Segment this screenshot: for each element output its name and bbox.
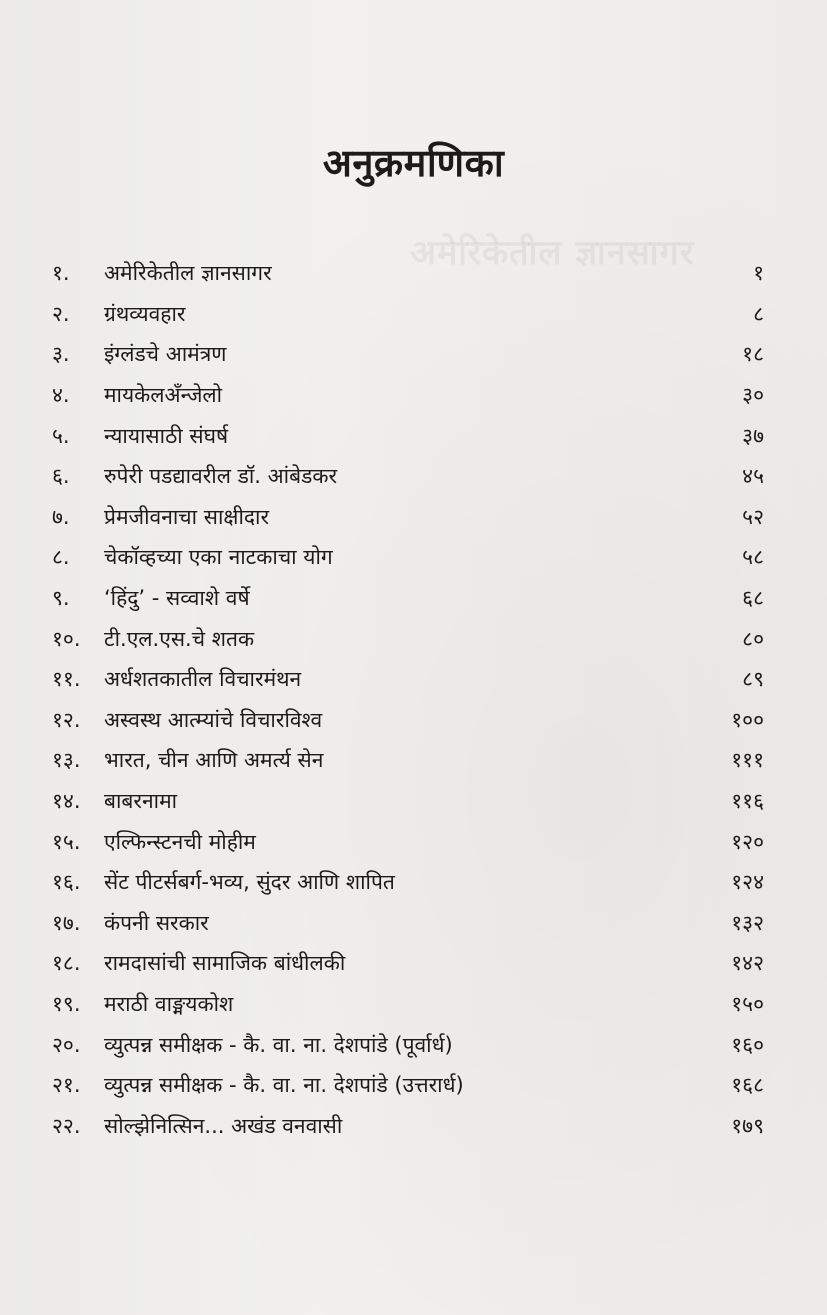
entry-number: १०. <box>52 626 81 651</box>
entry-title: ग्रंथव्यवहार <box>104 301 186 326</box>
entry-number: २०. <box>52 1032 81 1057</box>
entry-number: १५. <box>52 829 81 854</box>
toc-entry <box>52 821 764 862</box>
entry-number: ३. <box>52 342 70 367</box>
entry-number: १३. <box>52 748 81 773</box>
entry-number: २१. <box>52 1073 81 1098</box>
toc-entry <box>52 578 764 619</box>
entry-number: ४. <box>52 383 70 408</box>
entry-title: प्रेमजीवनाचा साक्षीदार <box>104 504 270 529</box>
entry-page: १४२ <box>731 951 764 976</box>
entry-number: १९. <box>52 991 81 1016</box>
toc-entry <box>52 456 764 497</box>
entry-title: एल्फिन्स्टनची मोहीम <box>104 829 256 854</box>
entry-page: ८ <box>753 301 764 326</box>
entry-page: ४५ <box>742 464 764 489</box>
entry-title: अमेरिकेतील ज्ञानसागर <box>104 261 272 286</box>
table-of-contents <box>52 253 764 1146</box>
entry-title: इंग्लंडचे आमंत्रण <box>104 342 227 367</box>
entry-title: न्यायासाठी संघर्ष <box>104 423 229 448</box>
toc-entry <box>52 253 764 294</box>
entry-number: ७. <box>52 504 70 529</box>
toc-entry <box>52 700 764 741</box>
entry-number: १७. <box>52 910 81 935</box>
entry-title: ‘हिंदु’ - सव्वाशे वर्षे <box>104 586 250 611</box>
toc-entry <box>52 294 764 335</box>
toc-entry <box>52 659 764 700</box>
toc-entry <box>52 375 764 416</box>
toc-entry <box>52 1024 764 1065</box>
entry-title: मायकेलअँन्जेलो <box>104 383 223 408</box>
toc-entry <box>52 862 764 903</box>
entry-number: १४. <box>52 789 81 814</box>
toc-entry <box>52 740 764 781</box>
entry-page: १६८ <box>731 1073 764 1098</box>
entry-title: मराठी वाङ्मयकोश <box>104 991 234 1016</box>
entry-page: ११६ <box>731 789 764 814</box>
toc-entry <box>52 334 764 375</box>
entry-page: १३२ <box>731 910 764 935</box>
entry-number: ५. <box>52 423 70 448</box>
entry-title: चेकॉव्हच्या एका नाटकाचा योग <box>104 545 333 570</box>
bleed-through-text: अमेरिकेतील ज्ञानसागर <box>410 233 695 273</box>
entry-number: ६. <box>52 464 70 489</box>
entry-number: १६. <box>52 870 81 895</box>
entry-page: ५२ <box>742 504 764 529</box>
toc-entry <box>52 497 764 538</box>
entry-number: ८. <box>52 545 70 570</box>
entry-title: टी.एल.एस.चे शतक <box>104 626 255 651</box>
entry-number: १. <box>52 261 70 286</box>
entry-number: २. <box>52 301 70 326</box>
entry-page: ८९ <box>742 667 764 692</box>
toc-entry <box>52 415 764 456</box>
entry-page: १२४ <box>731 870 764 895</box>
entry-page: १ <box>753 261 764 286</box>
entry-page: ३० <box>742 383 764 408</box>
entry-title: रुपेरी पडद्यावरील डॉ. आंबेडकर <box>104 464 338 489</box>
entry-page: ६८ <box>742 586 764 611</box>
entry-page: १८ <box>742 342 764 367</box>
entry-title: व्युत्पन्न समीक्षक - कै. वा. ना. देशपांडे (पूर्वार्ध) <box>104 1032 453 1057</box>
entry-page: ५८ <box>742 545 764 570</box>
entry-page: १०० <box>731 707 764 732</box>
toc-entry <box>52 1105 764 1146</box>
entry-title: व्युत्पन्न समीक्षक - कै. वा. ना. देशपांडे (उत्तरार्ध) <box>104 1073 464 1098</box>
entry-title: भारत, चीन आणि अमर्त्य सेन <box>104 748 324 773</box>
entry-title: रामदासांची सामाजिक बांधीलकी <box>104 951 346 976</box>
entry-title: सेंट पीटर्सबर्ग-भव्य, सुंदर आणि शापित <box>104 870 395 895</box>
entry-page: १११ <box>731 748 764 773</box>
entry-number: २२. <box>52 1113 81 1138</box>
entry-page: १५० <box>731 991 764 1016</box>
toc-entry <box>52 618 764 659</box>
toc-entry <box>52 537 764 578</box>
entry-page: ३७ <box>742 423 764 448</box>
entry-page: १७९ <box>731 1113 764 1138</box>
entry-title: अर्धशतकातील विचारमंथन <box>104 667 302 692</box>
toc-entry <box>52 1065 764 1106</box>
entry-page: १२० <box>731 829 764 854</box>
entry-title: सोल्झेनित्सिन... अखंड वनवासी <box>104 1113 343 1138</box>
toc-entry <box>52 903 764 944</box>
entry-number: ११. <box>52 667 81 692</box>
entry-page: ८० <box>742 626 764 651</box>
toc-entry <box>52 984 764 1025</box>
entry-number: १२. <box>52 707 81 732</box>
entry-page: १६० <box>731 1032 764 1057</box>
entry-title: कंपनी सरकार <box>104 910 209 935</box>
toc-entry <box>52 943 764 984</box>
entry-number: ९. <box>52 586 70 611</box>
page-title: अनुक्रमणिका <box>322 141 505 185</box>
entry-title: अस्वस्थ आत्म्यांचे विचारविश्व <box>104 707 323 732</box>
toc-entry <box>52 781 764 822</box>
entry-number: १८. <box>52 951 81 976</box>
entry-title: बाबरनामा <box>104 789 178 814</box>
